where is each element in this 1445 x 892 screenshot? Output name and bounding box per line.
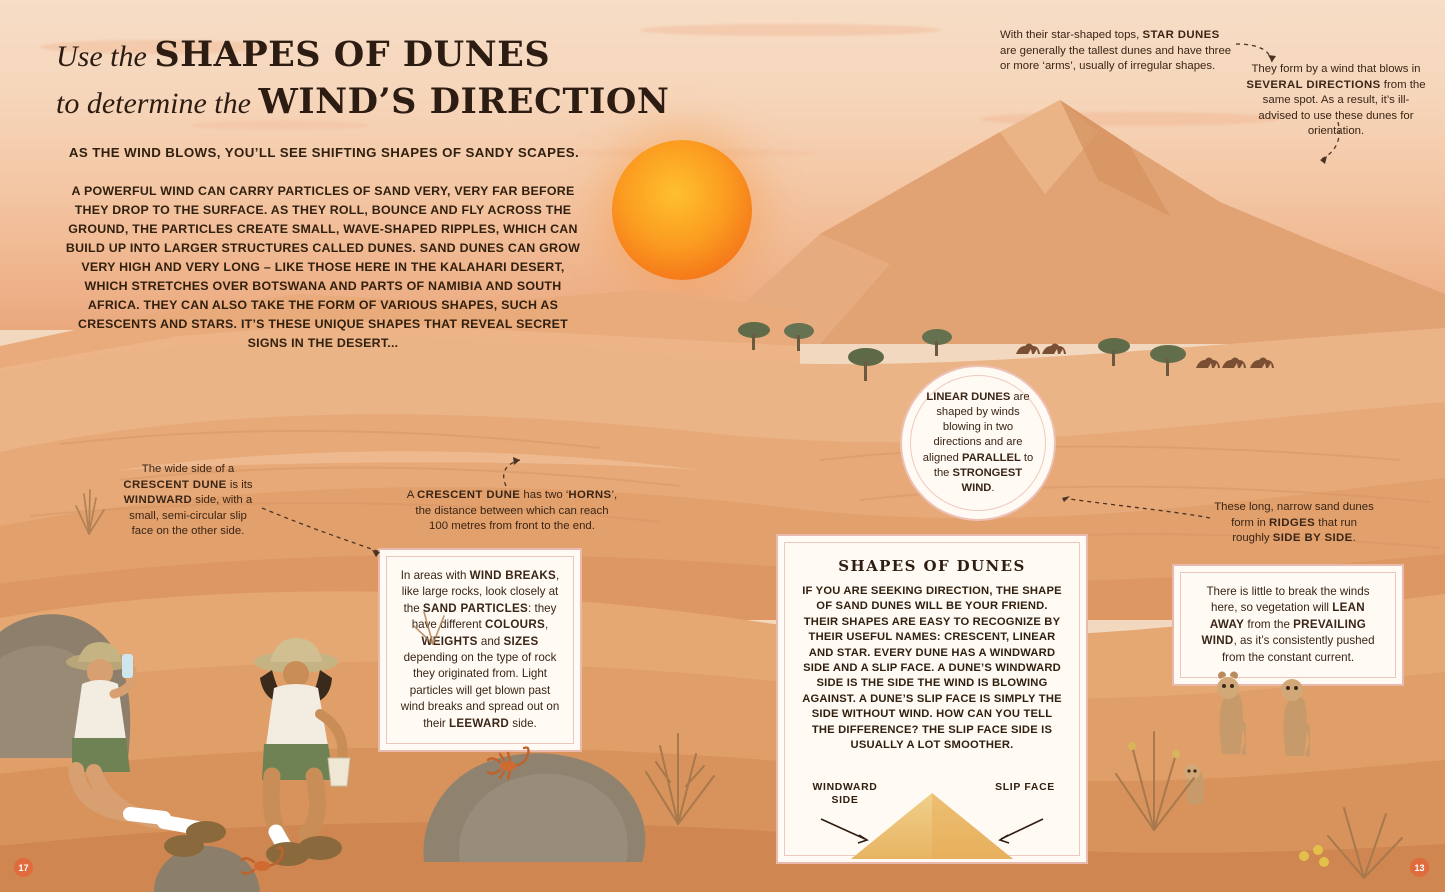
note-wb-b2: SAND PARTICLES: [422, 601, 529, 615]
person-crouching: [216, 626, 386, 881]
acacia-tree-2: [782, 320, 816, 359]
note-wb-p3: : they have different: [411, 601, 557, 632]
title-line1-bold: SHAPES OF DUNES: [154, 34, 551, 75]
page-number-right: [1410, 858, 1429, 877]
acacia-tree-1: [736, 318, 772, 357]
page-number-left-text: 17: [18, 862, 29, 873]
camel-caravan: [1012, 336, 1072, 367]
diagram-label-windward: [805, 781, 885, 807]
callout-ridges-b1: RIDGES: [1269, 516, 1316, 529]
diagram-label-slipface-l1: SLIP FACE: [995, 782, 1055, 794]
cloud-2: [640, 24, 940, 36]
camel-caravan-2: [1192, 350, 1284, 381]
note-linear-dunes-text: [919, 390, 1037, 496]
note-linear-dunes-ring: [910, 375, 1046, 511]
page-title: [56, 34, 670, 122]
acacia-tree-6: [1148, 342, 1188, 383]
note-wb-b4: WEIGHTS: [421, 634, 478, 648]
note-linear-b2: PARALLEL: [961, 451, 1021, 464]
bush-5: [406, 596, 460, 651]
note-linear-p3: .: [991, 482, 995, 494]
callout-windward-b1: CRESCENT DUNE: [123, 478, 227, 491]
person-sitting: [38, 632, 238, 877]
callout-crescent-p1: A: [406, 489, 417, 501]
meerkat-2: [1270, 666, 1310, 765]
callout-crescent-b1: CRESCENT DUNE: [416, 489, 521, 501]
scorpion-1: [486, 744, 542, 785]
note-veg-b1: LEAN AWAY: [1209, 601, 1365, 631]
body-text: A POWERFUL WIND CAN CARRY PARTICLES OF SAND VERY, VERY FAR BEFORE THEY DROP TO THE SURFACE. AS THEY ROLL, BOUNCE AND FLY ACROSS THE GROUND, THE PARTICLES CREATE SMALL, WAVE-SHAPED RIPPLES, WHICH CAN BUILD UP INTO LARGER STRUCTURES CALLED DUNES. SAND DUNES CAN GROW VERY HIGH AND VERY LONG – LIKE THOSE HERE IN THE KALAHARI DESERT, WHICH STRETCHES OVER BOTSWANA AND PARTS OF NAMIBIA AND SOUTH AFRICA. THEY CAN ALSO TAKE THE FORM OF VARIOUS SHAPES, SUCH AS CRESCENTS AND STARS. IT’S THESE UNIQUE SHAPES THAT REVEAL SECRET SIGNS IN THE DESERT...: [65, 184, 581, 350]
callout-star-dunes-p2: are generally the tallest dunes and have three or more ‘arms’, usually of irregular shapes.: [1000, 44, 1232, 72]
note-wb-p4: ,: [545, 618, 549, 632]
diagram-label-slipface: [985, 781, 1065, 794]
note-wb-p2: , like large rocks, look closely at the: [401, 569, 560, 615]
note-linear-p2: to the: [933, 451, 1034, 479]
bush-1: [62, 480, 116, 541]
panel-inner: [784, 542, 1080, 856]
callout-several-directions: [1246, 62, 1426, 140]
acacia-tree-5: [1096, 334, 1132, 373]
callout-several-b1: SEVERAL DIRECTIONS: [1246, 78, 1381, 91]
bush-2: [630, 716, 726, 831]
page-number-left: [14, 858, 33, 877]
panel-shapes-of-dunes: [776, 534, 1088, 864]
note-wb-b5: SIZES: [503, 634, 539, 648]
callout-star-dunes-b1: STAR DUNES: [1142, 29, 1220, 41]
note-veg-p2: from the: [1244, 617, 1294, 631]
bush-3: [1098, 712, 1208, 837]
callout-several-p2: from the same spot. As a result, it’s ill-advised to use these dunes for orientation.: [1258, 78, 1426, 137]
flower-cluster: [1288, 836, 1340, 881]
scorpion-2: [240, 846, 296, 885]
callout-windward-p1: The wide side of a: [141, 463, 235, 475]
callout-crescent-p2: has two ‘: [520, 489, 569, 501]
diagram-label-windward-l2: SIDE: [831, 795, 859, 807]
acacia-tree-4: [920, 326, 954, 363]
note-wb-b6: LEEWARD: [448, 716, 510, 730]
callout-crescent: [406, 488, 618, 535]
title-line1-italic: Use the: [56, 40, 155, 73]
callout-windward: [118, 462, 258, 540]
callout-windward-p2: is its: [226, 478, 253, 491]
note-wb-b1: WIND BREAKS: [469, 569, 557, 582]
callout-crescent-p3: ’, the distance between which can reach 100 metres from front to the end.: [415, 489, 618, 532]
note-wb-p5: and: [477, 634, 504, 648]
callout-ridges-b2: SIDE BY SIDE: [1272, 532, 1353, 544]
note-wb-p7: side.: [509, 716, 537, 730]
note-linear-b1: LINEAR DUNES: [926, 390, 1011, 403]
callout-star-dunes-p1: With their star-shaped tops,: [1000, 29, 1143, 41]
note-wb-b3: COLOURS: [484, 618, 546, 632]
note-veg-p1: There is little to break the winds here, so vegetation will: [1206, 585, 1370, 615]
callout-ridges: [1214, 500, 1374, 547]
callout-crescent-b2: HORNS: [568, 489, 612, 501]
diagram-label-windward-l1: WINDWARD: [812, 782, 878, 794]
callout-ridges-p3: .: [1352, 532, 1356, 544]
note-linear-dunes: [900, 365, 1056, 521]
acacia-tree-3: [846, 344, 886, 389]
lede-text: AS THE WIND BLOWS, YOU’LL SEE SHIFTING SHAPES OF SANDY SCAPES.: [68, 145, 580, 160]
callout-windward-b2: WINDWARD: [123, 494, 193, 506]
rock-center: [420, 712, 650, 867]
note-wb-p6: depending on the type of rock they originated from. Light particles will get blown past wind breaks and spread out on their: [400, 651, 560, 730]
panel-title: SHAPES OF DUNES: [838, 557, 1026, 575]
note-wb-p1: In areas with: [400, 569, 470, 582]
meerkat-1: [1206, 662, 1246, 763]
note-linear-b3: STRONGEST WIND: [952, 466, 1023, 494]
note-veg-p3: , as it’s consistently pushed from the constant current.: [1221, 634, 1375, 664]
panel-body: IF YOU ARE SEEKING DIRECTION, THE SHAPE OF SAND DUNES WILL BE YOUR FRIEND. THEIR SHAPES ARE EASY TO RECOGNIZE BY THEIR USEFUL NAMES: CRESCENT, LINEAR AND STAR. EVERY DUNE HAS A WINDWARD SIDE AND A SLIP FACE. A DUNE’S WINDWARD SIDE IS THE SIDE THE WIND IS BLOWING AGAINST. A DUNE’S SLIP FACE IS SIMPLY THE SIDE WITHOUT WIND. HOW CAN YOU TELL THE DIFFERENCE? THE SLIP FACE SIDE IS USUALLY A LOT SMOOTHER.: [802, 585, 1062, 752]
page-number-right-text: 13: [1414, 862, 1425, 873]
title-line2-bold: WIND’S DIRECTION: [258, 81, 670, 122]
note-linear-p1: are shaped by winds blowing in two directions and are aligned: [922, 390, 1030, 464]
callout-star-dunes: [1000, 28, 1232, 75]
note-veg-b2: PREVAILING WIND: [1201, 617, 1367, 648]
callout-ridges-p2: that run roughly: [1232, 516, 1357, 544]
callout-several-p1: They form by a wind that blows in: [1251, 63, 1421, 75]
callout-ridges-p1: These long, narrow sand dunes form in: [1214, 501, 1374, 529]
dune-diagram: [799, 767, 1065, 863]
callout-windward-p3: side, with a small, semi-circular slip face on the other side.: [129, 494, 253, 537]
title-line2-italic: to determine the: [56, 87, 259, 120]
